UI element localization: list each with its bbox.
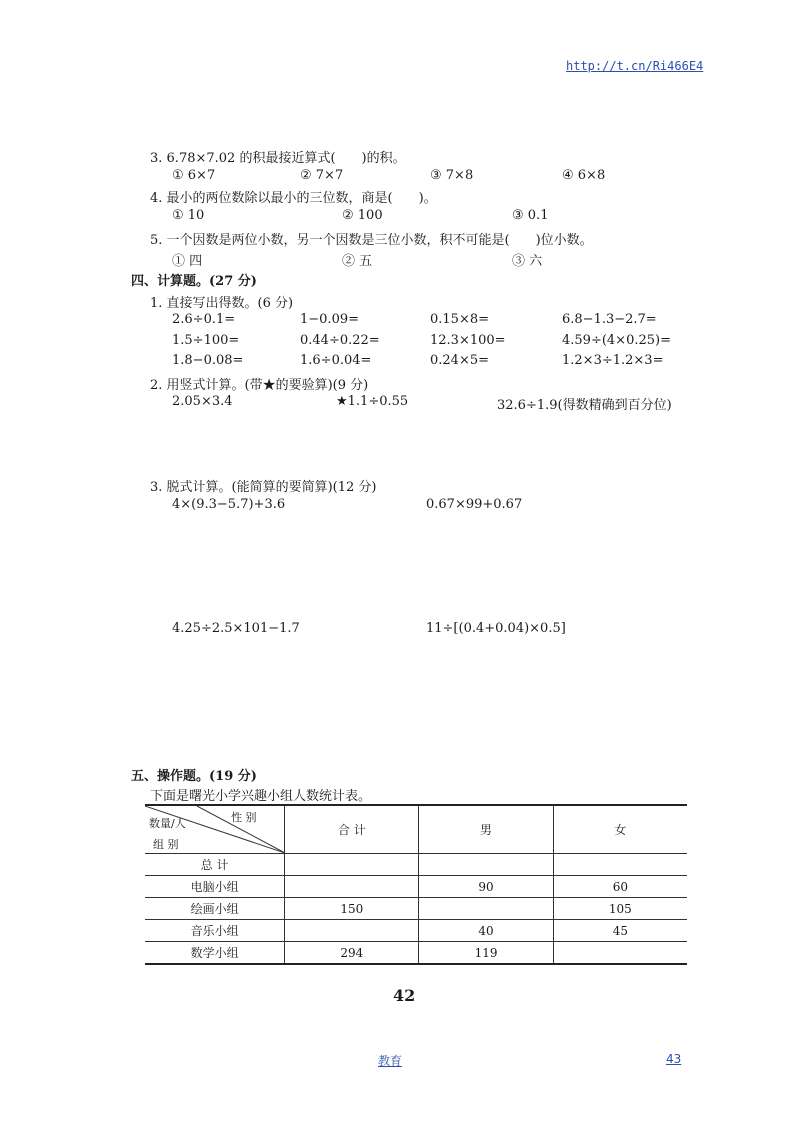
section-4-title: 四、计算题。(27 分) (131, 274, 257, 289)
question-4-option-3: ③ 0.1 (512, 208, 549, 223)
table-cell: 90 (419, 876, 553, 898)
table-row (145, 876, 687, 898)
section-4-q2-title: 2. 用竖式计算。(带★的要验算)(9 分) (150, 378, 369, 393)
oral-calc-r3-c1: 1.8−0.08= (172, 353, 244, 368)
table-corner-cell (145, 805, 285, 854)
table-header-total: 合 计 (285, 805, 419, 854)
table-cell (553, 854, 687, 876)
question-3-option-4: ④ 6×8 (562, 168, 606, 183)
corner-count-label: 数量/人 (149, 817, 186, 830)
stepwise-calc-1: 4×(9.3−5.7)+3.6 (172, 497, 286, 512)
question-4-option-2: ② 100 (342, 208, 383, 223)
table-cell (285, 876, 419, 898)
oral-calc-r3-c3: 0.24×5= (430, 353, 490, 368)
question-4-option-1: ① 10 (172, 208, 205, 223)
table-cell (285, 920, 419, 942)
table-cell (419, 898, 553, 920)
table-header-male: 男 (419, 805, 553, 854)
table-cell: 45 (553, 920, 687, 942)
oral-calc-r1-c4: 6.8−1.3−2.7= (562, 312, 657, 327)
row-label: 绘画小组 (145, 898, 285, 920)
interest-group-table (145, 804, 687, 965)
table-cell: 105 (553, 898, 687, 920)
stepwise-calc-4: 11÷[(0.4+0.04)×0.5] (426, 621, 566, 636)
oral-calc-r2-c3: 12.3×100= (430, 333, 506, 348)
vertical-calc-1: 2.05×3.4 (172, 394, 233, 409)
question-5-option-1: ① 四 (172, 254, 203, 269)
table-cell: 119 (419, 942, 553, 965)
question-3-option-3: ③ 7×8 (430, 168, 474, 183)
footer-link[interactable]: 教育 (378, 1054, 403, 1068)
table-cell (419, 854, 553, 876)
section-5-intro: 下面是曙光小学兴趣小组人数统计表。 (150, 789, 372, 804)
oral-calc-r1-c2: 1−0.09= (300, 312, 360, 327)
oral-calc-r2-c2: 0.44÷0.22= (300, 333, 380, 348)
stepwise-calc-2: 0.67×99+0.67 (426, 497, 523, 512)
row-label: 总 计 (145, 854, 285, 876)
oral-calc-r3-c4: 1.2×3÷1.2×3= (562, 353, 664, 368)
question-5-stem: 5. 一个因数是两位小数，另一个因数是三位小数，积不可能是( )位小数。 (150, 233, 593, 248)
oral-calc-r2-c4: 4.59÷(4×0.25)= (562, 333, 671, 348)
oral-calc-r3-c2: 1.6÷0.04= (300, 353, 372, 368)
table-row (145, 854, 687, 876)
row-label: 电脑小组 (145, 876, 285, 898)
question-3-option-2: ② 7×7 (300, 168, 344, 183)
vertical-calc-3: 32.6÷1.9(得数精确到百分位) (497, 398, 672, 413)
table-row (145, 920, 687, 942)
question-3-option-1: ① 6×7 (172, 168, 216, 183)
table-cell: 40 (419, 920, 553, 942)
row-label: 音乐小组 (145, 920, 285, 942)
stepwise-calc-3: 4.25÷2.5×101−1.7 (172, 621, 300, 636)
table-cell (285, 854, 419, 876)
table-header-female: 女 (553, 805, 687, 854)
table-cell (553, 942, 687, 965)
corner-gender-label: 性 别 (231, 811, 257, 824)
oral-calc-r2-c1: 1.5÷100= (172, 333, 240, 348)
table-cell: 294 (285, 942, 419, 965)
table-cell: 60 (553, 876, 687, 898)
footer-page-link[interactable]: 43 (666, 1052, 682, 1066)
section-4-q3-title: 3. 脱式计算。(能简算的要简算)(12 分) (150, 480, 377, 495)
question-4-stem: 4. 最小的两位数除以最小的三位数，商是( )。 (150, 191, 437, 206)
page-number: 42 (393, 986, 416, 1005)
corner-group-label: 组 别 (153, 838, 179, 851)
row-label: 数学小组 (145, 942, 285, 965)
table-header-row (145, 805, 687, 854)
oral-calc-r1-c1: 2.6÷0.1= (172, 312, 236, 327)
table-cell: 150 (285, 898, 419, 920)
question-5-option-2: ② 五 (342, 254, 373, 269)
header-link[interactable]: http://t.cn/Ri466E4 (566, 59, 704, 73)
section-5-title: 五、操作题。(19 分) (131, 769, 257, 784)
vertical-calc-2: ★1.1÷0.55 (336, 394, 409, 409)
section-4-q1-title: 1. 直接写出得数。(6 分) (150, 296, 294, 311)
table-row (145, 898, 687, 920)
table-row (145, 942, 687, 965)
oral-calc-r1-c3: 0.15×8= (430, 312, 490, 327)
question-5-option-3: ③ 六 (512, 254, 543, 269)
question-3-stem: 3. 6.78×7.02 的积最接近算式( )的积。 (150, 151, 406, 166)
